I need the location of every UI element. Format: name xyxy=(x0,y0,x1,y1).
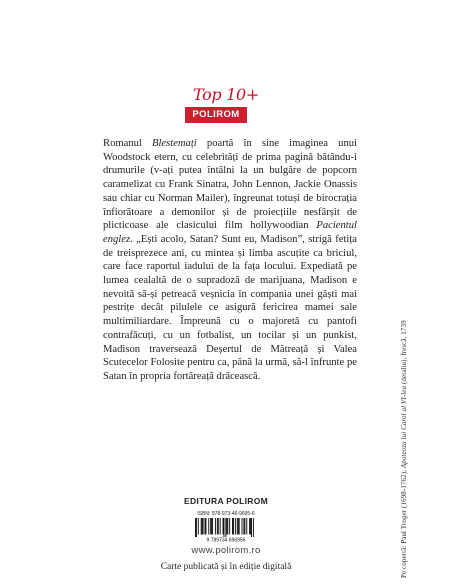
barcode-bar xyxy=(195,518,196,537)
barcode-bar xyxy=(205,518,206,535)
barcode-bar xyxy=(237,518,238,535)
barcode-bar xyxy=(208,518,209,535)
barcode-bar xyxy=(227,518,228,535)
barcode-bar xyxy=(232,518,233,535)
credit-suffix: , frescă, 1739 xyxy=(400,320,408,360)
barcode-bar xyxy=(239,518,240,535)
barcode-bar xyxy=(229,518,230,535)
barcode-bar xyxy=(218,518,219,535)
barcode-bar xyxy=(224,518,225,537)
series-logo xyxy=(0,86,452,105)
barcode-bar xyxy=(225,518,226,537)
barcode-bar xyxy=(251,518,252,537)
barcode-bar xyxy=(211,518,212,535)
barcode-bar xyxy=(210,518,211,535)
barcode-bar xyxy=(202,518,203,535)
barcode-bar xyxy=(196,518,197,537)
blurb-text-middle: poartă în sine imaginea unui Woodstock etern, cu celebrități de prima pagină bătându-i drumurile (v-ați putea întâlni la un bulgăre de popcorn caramelizat cu Frank Sinatra, John Lennon, Jackie Onassis sau chiar cu Norman Mailer), îngreunat totuși de birocrația înfiorătoare a demonilor și de proiecțiile nesfârșit de plicticoase ale clasicului film hollywoodian xyxy=(103,138,357,232)
publisher-name: EDITURA POLIROM xyxy=(184,496,268,506)
barcode-bar xyxy=(205,518,206,535)
credit-artwork-note: (detaliu) xyxy=(400,359,408,386)
credit-prefix: Pe copertă: Paul Troger (1698-1762), xyxy=(400,468,408,578)
film-title: Pacientul englez xyxy=(103,220,357,245)
credit-artwork: Apoteoza lui Carol al VI-lea xyxy=(400,385,408,469)
series-label: Top 10+ xyxy=(192,85,260,104)
barcode-bar xyxy=(250,518,251,535)
blurb-text-end: . „Ești acolo, Satan? Sunt eu, Madison”, strigă fetița de treisprezece ani, cu mintea și limba ascuțite ca briciul, care face raportul iadului de la fața locului. Expediată pe lumea cealaltă de o supradoză de marijuana, Madison e nevoită să-și petreacă veșnicia în compania unei găști mai pestrițe decât pilulele ce asigură fericirea mamei sale multimiliardare. Împreună cu o majoretă cu pantofi contrafăcuți, cu un fotbalist, un tocilar și un punkist, Madison traversează Deșertul de Mătreață și Valea Scutecelor Folosite pentru ca, până la urmă, să-l înfrunte pe Satan în propria fortăreață drăcească. xyxy=(103,233,357,382)
barcode-bar xyxy=(242,518,243,535)
back-cover-blurb xyxy=(103,137,357,384)
barcode-bar xyxy=(212,518,213,535)
blurb-paragraph xyxy=(103,137,357,384)
barcode-bar xyxy=(215,518,216,535)
barcode-bar xyxy=(235,518,236,535)
barcode-bar xyxy=(233,518,234,535)
cover-art-credit xyxy=(400,320,409,578)
isbn-barcode xyxy=(188,511,264,542)
novel-title: Blestemați xyxy=(152,138,197,149)
barcode-bar xyxy=(243,518,244,535)
barcode-digits: 9 789734 696956 xyxy=(206,537,246,542)
barcode-bar xyxy=(249,518,250,535)
publisher-website: www.polirom.ro xyxy=(191,545,261,556)
barcode-bar xyxy=(201,518,202,535)
isbn-number: ISBN: 978-973-46-9695-6 xyxy=(197,511,255,517)
digital-edition-note: Carte publicată și în ediție digitală xyxy=(160,562,292,572)
barcode-bar xyxy=(238,518,239,535)
barcode-bar xyxy=(246,518,247,535)
barcode-bar xyxy=(226,518,227,535)
barcode-bar xyxy=(198,518,199,535)
blurb-text-start: Romanul xyxy=(103,138,153,149)
barcode-bar xyxy=(223,518,224,535)
barcode-bar xyxy=(217,518,218,535)
barcode-bar xyxy=(220,518,221,535)
barcode-icon xyxy=(192,518,260,542)
barcode-bar xyxy=(203,518,204,535)
publisher-badge: POLIROM xyxy=(185,107,247,123)
barcode-bar xyxy=(253,518,254,537)
barcode-bar xyxy=(244,518,245,535)
